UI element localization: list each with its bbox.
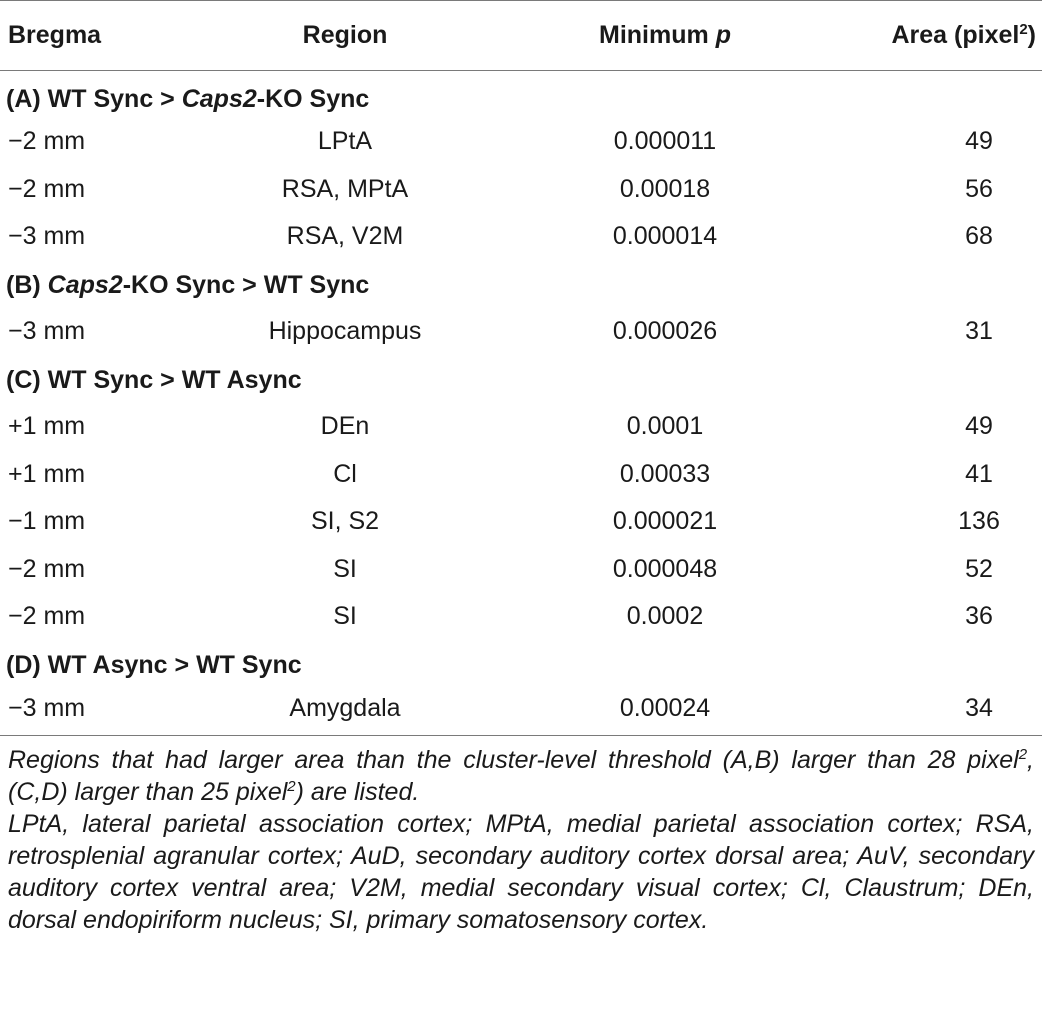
cell-bregma: −2 mm [8, 127, 86, 156]
section-label-c [0, 356, 1042, 404]
section-a-text-2: -KO Sync [256, 85, 370, 113]
cell-region: Hippocampus [268, 317, 422, 346]
cell-bregma: −1 mm [8, 507, 86, 536]
cell-bregma: −3 mm [8, 222, 86, 251]
header-area [820, 1, 1042, 71]
cell-min-p: 0.000048 [612, 554, 718, 583]
cell-bregma: +1 mm [8, 412, 86, 441]
cell-area: 56 [965, 174, 993, 203]
cell-area: 49 [965, 127, 993, 156]
table-row [0, 546, 1042, 594]
section-row-b [0, 261, 1042, 309]
cell-area: 52 [965, 554, 993, 583]
header-bregma: Bregma [0, 1, 180, 71]
section-d-text: (D) WT Async > WT Sync [6, 650, 302, 679]
footnote-threshold-sup-2: 2 [287, 778, 296, 795]
table-row [0, 118, 1042, 166]
table-row [0, 213, 1042, 261]
cell-min-p: 0.00024 [510, 688, 820, 736]
section-a-text-1: (A) WT Sync > [6, 85, 182, 113]
cell-region: Amygdala [180, 688, 510, 736]
table-row [0, 166, 1042, 214]
cell-min-p: 0.000021 [612, 507, 718, 536]
cell-min-p: 0.000014 [612, 222, 718, 251]
footnote-threshold-text-3: ) are listed. [295, 778, 420, 806]
footnote-threshold-text-2: , (C,D) larger than 25 pixel [8, 746, 1034, 806]
cell-min-p: 0.000026 [612, 317, 718, 346]
table-footnotes [0, 736, 1042, 936]
section-row-c [0, 356, 1042, 404]
cell-region: Cl [333, 459, 357, 488]
header-minimum-p-text: Minimum [599, 21, 716, 49]
section-b-text-1: (B) [6, 270, 48, 299]
header-minimum-p-italic: p [715, 21, 731, 49]
cell-min-p: 0.0001 [626, 412, 704, 441]
section-label-d [0, 641, 1042, 689]
cell-region: LPtA [317, 127, 373, 156]
cell-area: 41 [965, 459, 993, 488]
cell-region: RSA, MPtA [281, 174, 409, 203]
table-row [0, 688, 1042, 736]
cell-bregma: −3 mm [8, 317, 86, 346]
cell-region: DEn [320, 412, 370, 441]
footnote-threshold-sup-1: 2 [1018, 746, 1028, 763]
cell-area: 36 [965, 602, 993, 631]
header-minimum-p [510, 1, 820, 71]
table-row [0, 451, 1042, 499]
header-region: Region [180, 1, 510, 71]
header-area-sup: 2 [1019, 21, 1028, 38]
cell-region: SI [333, 554, 357, 583]
cell-bregma: +1 mm [8, 459, 86, 488]
table-row [0, 593, 1042, 641]
section-a-italic: Caps2 [181, 85, 257, 113]
section-b-text-2: -KO Sync > WT Sync [122, 270, 370, 299]
section-c-text: (C) WT Sync > WT Async [6, 365, 302, 394]
cell-area: 49 [965, 412, 993, 441]
table-body [0, 71, 1042, 736]
table-row [0, 308, 1042, 356]
cell-bregma: −2 mm [8, 554, 86, 583]
cell-min-p: 0.00018 [619, 174, 711, 203]
cell-area: 68 [965, 222, 993, 251]
cell-min-p: 0.0002 [626, 602, 704, 631]
table-row [0, 498, 1042, 546]
header-area-text: Area (pixel [891, 21, 1020, 49]
cell-region: RSA, V2M [286, 222, 404, 251]
footnote-threshold [8, 744, 1034, 808]
section-label-a [0, 71, 1042, 119]
cell-min-p: 0.000011 [613, 127, 717, 156]
cell-bregma: −2 mm [8, 602, 86, 631]
header-row [0, 1, 1042, 71]
section-row-a [0, 71, 1042, 119]
cell-min-p: 0.00033 [619, 459, 711, 488]
cell-area: 136 [958, 507, 1000, 536]
cell-area: 31 [965, 317, 993, 346]
cell-bregma: −3 mm [0, 688, 180, 736]
table-header [0, 1, 1042, 71]
cell-region: SI [333, 602, 357, 631]
cell-area: 34 [820, 688, 1042, 736]
footnote-threshold-text-1: Regions that had larger area than the cluster-level threshold (A,B) larger than 28 pixel [8, 746, 1019, 774]
header-area-close: ) [1027, 21, 1036, 49]
section-label-b [0, 261, 1042, 309]
cell-bregma: −2 mm [8, 174, 86, 203]
table-row [0, 403, 1042, 451]
cell-region: SI, S2 [310, 507, 380, 536]
section-row-d [0, 641, 1042, 689]
footnote-abbreviations: LPtA, lateral parietal association cortex; MPtA, medial parietal association cortex; RSA, retrosplenial agranular cortex; AuD, secondary auditory cortex dorsal area; AuV, secondary auditory cortex ventral area; V2M, medial secondary visual cortex; Cl, Claustrum; DEn, dorsal endopiriform nucleus; SI, primary somatosensory cortex. [8, 810, 1034, 934]
section-b-italic: Caps2 [47, 270, 123, 299]
